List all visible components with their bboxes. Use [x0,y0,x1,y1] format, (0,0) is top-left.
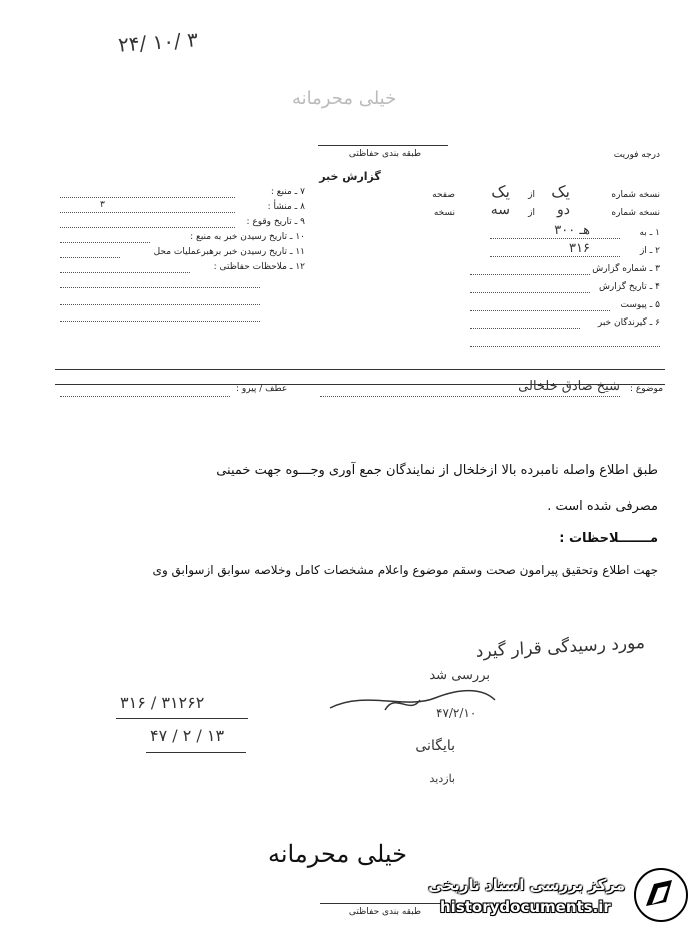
copy-total-2: سه [490,202,510,218]
watermark-logo-icon [632,866,690,924]
body-line-3: جهت اطلاع وتحقیق پیرامون صحت وسقم موضوع واعلام مشخصات کامل وخلاصه سوابق ازسوابق وی [152,563,658,577]
copy-number-value-1: یک [551,182,570,201]
field-row-news-to-source: ۱۰ ـ تاریخ رسیدن خبر به منبع : [60,231,305,246]
copy-number-label-1: نسخه شماره [611,190,660,200]
watermark-title: مرکز بررسی اسناد تاریخی [428,876,625,894]
body-line-2: مصرفی شده است . [547,499,658,514]
field-row-report-date: ۴ ـ تاریخ گزارش [430,280,660,298]
field-value-to: ۳۰۰ هـ [554,223,590,238]
handwritten-instruction: مورد رسیدگی قرار گیرد [475,632,646,662]
top-handwritten-number: ۲۴/ ۱۰/ ۳ [117,27,199,57]
copy-unit-2: نسخه [433,208,455,218]
field-row-occurrence-date: ۹ ـ تاریخ وقوع : [60,216,305,231]
handwritten-signature-date: ۴۷/۲/۱۰ [436,706,477,720]
copy-total-1: یک [491,182,510,201]
report-title: گزارش خبر [319,170,381,183]
separator-top [55,369,665,370]
page-rows [420,182,660,224]
copy-of-1: از [528,190,535,200]
ref-label: عطف / پیرو : [236,384,288,394]
handwritten-ref-number: ۳۱۶ / ۳۱۲۶۲ [120,693,205,712]
field-row-origin: ۸ ـ منشأ : ۳ [60,201,305,216]
handwritten-visit: بازدید [429,772,455,785]
copy-number-value-2: دو [557,202,570,218]
copy-of-2: از [528,208,535,218]
copy-unit-1: صفحه [432,190,455,200]
field-row-to: ۱ ـ به ۳۰۰ هـ [430,226,660,244]
handwritten-ref-date: ۴۷ / ۲ / ۱۳ [150,726,225,745]
field-row-source: ۷ ـ منبع : [60,186,305,201]
handwritten-archive: بایگانی [415,738,455,754]
remarks-title: مـــــــلاحظات : [559,531,658,546]
classification-label-top: طبقه بندی حفاظتی [348,149,422,159]
top-secret-stamp: خیلی محرمانه [292,88,397,109]
field-row-news-to-operations: ۱۱ ـ تاریخ رسیدن خبر برهبرعملیات محل [60,246,305,261]
right-fields [60,186,305,327]
urgency-label: درجه فوریت [613,150,660,160]
subject-value: شیخ صادق خلخالی [518,379,620,394]
field-row-report-number: ۳ ـ شماره گزارش [430,262,660,280]
copy-number-label-2: نسخه شماره [611,208,660,218]
field-row-security-notes: ۱۲ ـ ملاحظات حفاظتی : [60,261,305,276]
left-fields [430,223,660,352]
subject-label: موضوع : [630,384,664,394]
field-row-attachment: ۵ ـ پیوست [430,298,660,316]
field-value-from: ۳۱۶ [569,241,590,256]
watermark-url: historydocuments.ir [440,898,611,916]
bottom-secret-stamp: خیلی محرمانه [268,840,407,868]
field-row-from: ۲ ـ از ۳۱۶ [430,244,660,262]
classification-label-bottom: طبقه بندی حفاظتی [348,907,422,917]
body-line-1: طبق اطلاع واصله نامبرده بالا ازخلخال از نمایندگان جمع آوری وجـــوه جهت خمینی [216,463,658,478]
handwritten-reviewed: بررسی شد [429,668,490,683]
field-row-recipients: ۶ ـ گیرندگان خبر [430,316,660,334]
classification-line-top [318,145,448,146]
classification-line-bottom [320,903,450,904]
